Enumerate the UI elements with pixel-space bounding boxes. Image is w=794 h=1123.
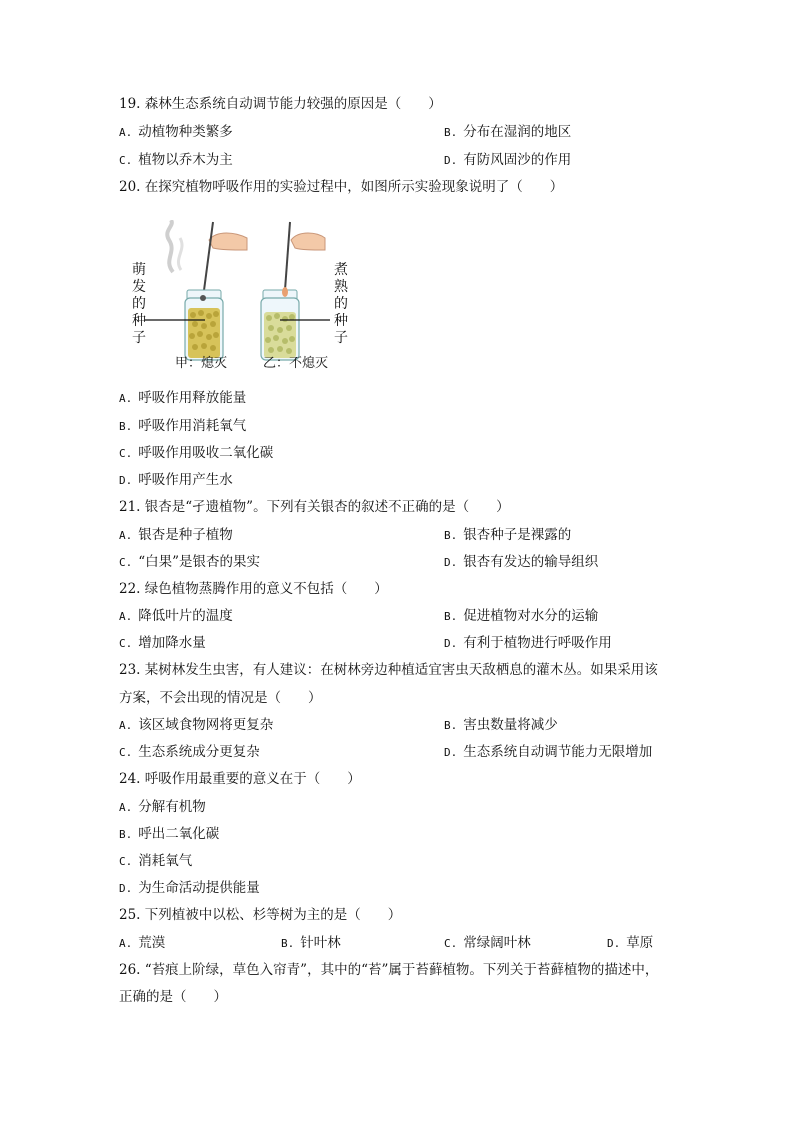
q25-stem: 25. 下列植被中以松、杉等树为主的是（ ）	[119, 907, 402, 923]
option-text: 银杏种子是裸露的	[463, 527, 572, 543]
option-text: 呼出二氧化碳	[138, 826, 220, 842]
option-label: B.	[119, 420, 133, 433]
option-text: 消耗氧气	[138, 853, 193, 869]
q23-option-c	[119, 743, 260, 762]
hand-icon	[291, 233, 325, 250]
q20-option-b	[119, 417, 246, 436]
q26-stem-line2: 正确的是（ ）	[119, 989, 227, 1005]
option-label: C.	[119, 637, 133, 650]
option-text: 促进植物对水分的运输	[463, 608, 599, 624]
option-text: 植物以乔木为主	[138, 152, 233, 168]
option-text: 降低叶片的温度	[138, 608, 233, 624]
option-label: B.	[281, 937, 295, 950]
option-label: D.	[444, 154, 458, 167]
q19-option-b	[444, 123, 571, 142]
q25-option-d	[607, 934, 653, 953]
option-label: D.	[444, 746, 458, 759]
option-text: 该区域食物网将更复杂	[138, 717, 274, 733]
incense-stick-left	[203, 222, 213, 298]
option-label: D.	[607, 937, 621, 950]
option-label: A.	[119, 392, 133, 405]
q22-stem: 22. 绿色植物蒸腾作用的意义不包括（ ）	[119, 581, 388, 597]
option-label: D.	[444, 556, 458, 569]
jar-right	[261, 287, 299, 360]
option-text: 常绿阔叶林	[463, 935, 531, 951]
option-label: A.	[119, 937, 133, 950]
option-text: 有防风固沙的作用	[463, 152, 572, 168]
q21-option-a	[119, 526, 233, 545]
smoke-icon	[167, 220, 173, 272]
figure-label-left: 萌发的种子	[132, 262, 146, 346]
option-label: D.	[119, 474, 133, 487]
q20-option-c	[119, 444, 273, 463]
option-text: 呼吸作用吸收二氧化碳	[138, 445, 274, 461]
q22-option-d	[444, 634, 612, 653]
q24-option-b	[119, 825, 219, 844]
q23-stem-line2: 方案，不会出现的情况是（ ）	[119, 690, 322, 706]
option-label: B.	[444, 719, 458, 732]
q25-option-c	[444, 934, 531, 953]
option-text: 呼吸作用消耗氧气	[138, 418, 247, 434]
option-text: 动植物种类繁多	[138, 124, 233, 140]
q19-option-c	[119, 151, 233, 170]
option-label: A.	[119, 610, 133, 623]
q21-option-d	[444, 553, 598, 572]
q24-option-d	[119, 879, 260, 898]
option-text: 害虫数量将减少	[463, 717, 558, 733]
option-text: 呼吸作用产生水	[138, 472, 233, 488]
option-label: B.	[444, 610, 458, 623]
option-text: 增加降水量	[138, 635, 206, 651]
q20-stem: 20. 在探究植物呼吸作用的实验过程中，如图所示实验现象说明了（ ）	[119, 179, 564, 195]
option-text: 银杏有发达的输导组织	[463, 554, 599, 570]
option-text: “白果”是银杏的果实	[138, 554, 261, 570]
option-label: C.	[119, 556, 133, 569]
option-text: 为生命活动提供能量	[138, 880, 260, 896]
option-label: B.	[119, 828, 133, 841]
option-label: D.	[119, 882, 133, 895]
option-label: C.	[444, 937, 458, 950]
q23-option-b	[444, 716, 558, 735]
option-label: A.	[119, 801, 133, 814]
figure-caption-left: 甲：熄灭	[175, 356, 228, 371]
option-text: 分解有机物	[138, 799, 206, 815]
option-label: A.	[119, 529, 133, 542]
option-label: A.	[119, 126, 133, 139]
option-text: 草原	[626, 935, 654, 951]
q19-stem: 19. 森林生态系统自动调节能力较强的原因是（ ）	[119, 96, 442, 112]
option-text: 荒漠	[138, 935, 166, 951]
q24-option-c	[119, 852, 192, 871]
experiment-illustration	[125, 220, 365, 375]
q23-option-d	[444, 743, 652, 762]
q22-option-b	[444, 607, 598, 626]
option-label: C.	[119, 746, 133, 759]
option-label: B.	[444, 126, 458, 139]
incense-stick-right	[285, 222, 290, 290]
jar-left	[185, 290, 223, 360]
option-label: C.	[119, 447, 133, 460]
option-label: D.	[444, 637, 458, 650]
q24-stem: 24. 呼吸作用最重要的意义在于（ ）	[119, 771, 361, 787]
q22-option-a	[119, 607, 233, 626]
q20-option-a	[119, 389, 246, 408]
q25-option-a	[119, 934, 165, 953]
q26-stem-line1: 26. “苔痕上阶绿，草色入帘青”，其中的“苔”属于苔藓植物。下列关于苔藓植物的描述中，	[119, 962, 659, 978]
q22-option-c	[119, 634, 206, 653]
q23-option-a	[119, 716, 273, 735]
q19-option-d	[444, 151, 571, 170]
q21-option-b	[444, 526, 571, 545]
q23-stem-line1: 23. 某树林发生虫害，有人建议：在树林旁边种植适宜害虫天敌栖息的灌木丛。如果采用该	[119, 662, 658, 678]
option-text: 呼吸作用释放能量	[138, 390, 247, 406]
option-text: 银杏是种子植物	[138, 527, 233, 543]
q19-option-a	[119, 123, 233, 142]
q25-option-b	[281, 934, 341, 953]
option-text: 分布在湿润的地区	[463, 124, 572, 140]
figure-caption-right: 乙：不熄灭	[263, 356, 329, 371]
option-label: C.	[119, 855, 133, 868]
experiment-figure	[125, 220, 365, 375]
option-label: B.	[444, 529, 458, 542]
q20-option-d	[119, 471, 233, 490]
q21-stem: 21. 银杏是“孑遗植物”。下列有关银杏的叙述不正确的是（ ）	[119, 499, 510, 515]
option-text: 针叶林	[300, 935, 341, 951]
hand-icon	[209, 233, 247, 250]
option-label: A.	[119, 719, 133, 732]
q24-option-a	[119, 798, 206, 817]
q21-option-c	[119, 553, 260, 572]
option-label: C.	[119, 154, 133, 167]
option-text: 生态系统自动调节能力无限增加	[463, 744, 653, 760]
option-text: 生态系统成分更复杂	[138, 744, 260, 760]
figure-label-right: 煮熟的种子	[334, 262, 348, 346]
option-text: 有利于植物进行呼吸作用	[463, 635, 612, 651]
